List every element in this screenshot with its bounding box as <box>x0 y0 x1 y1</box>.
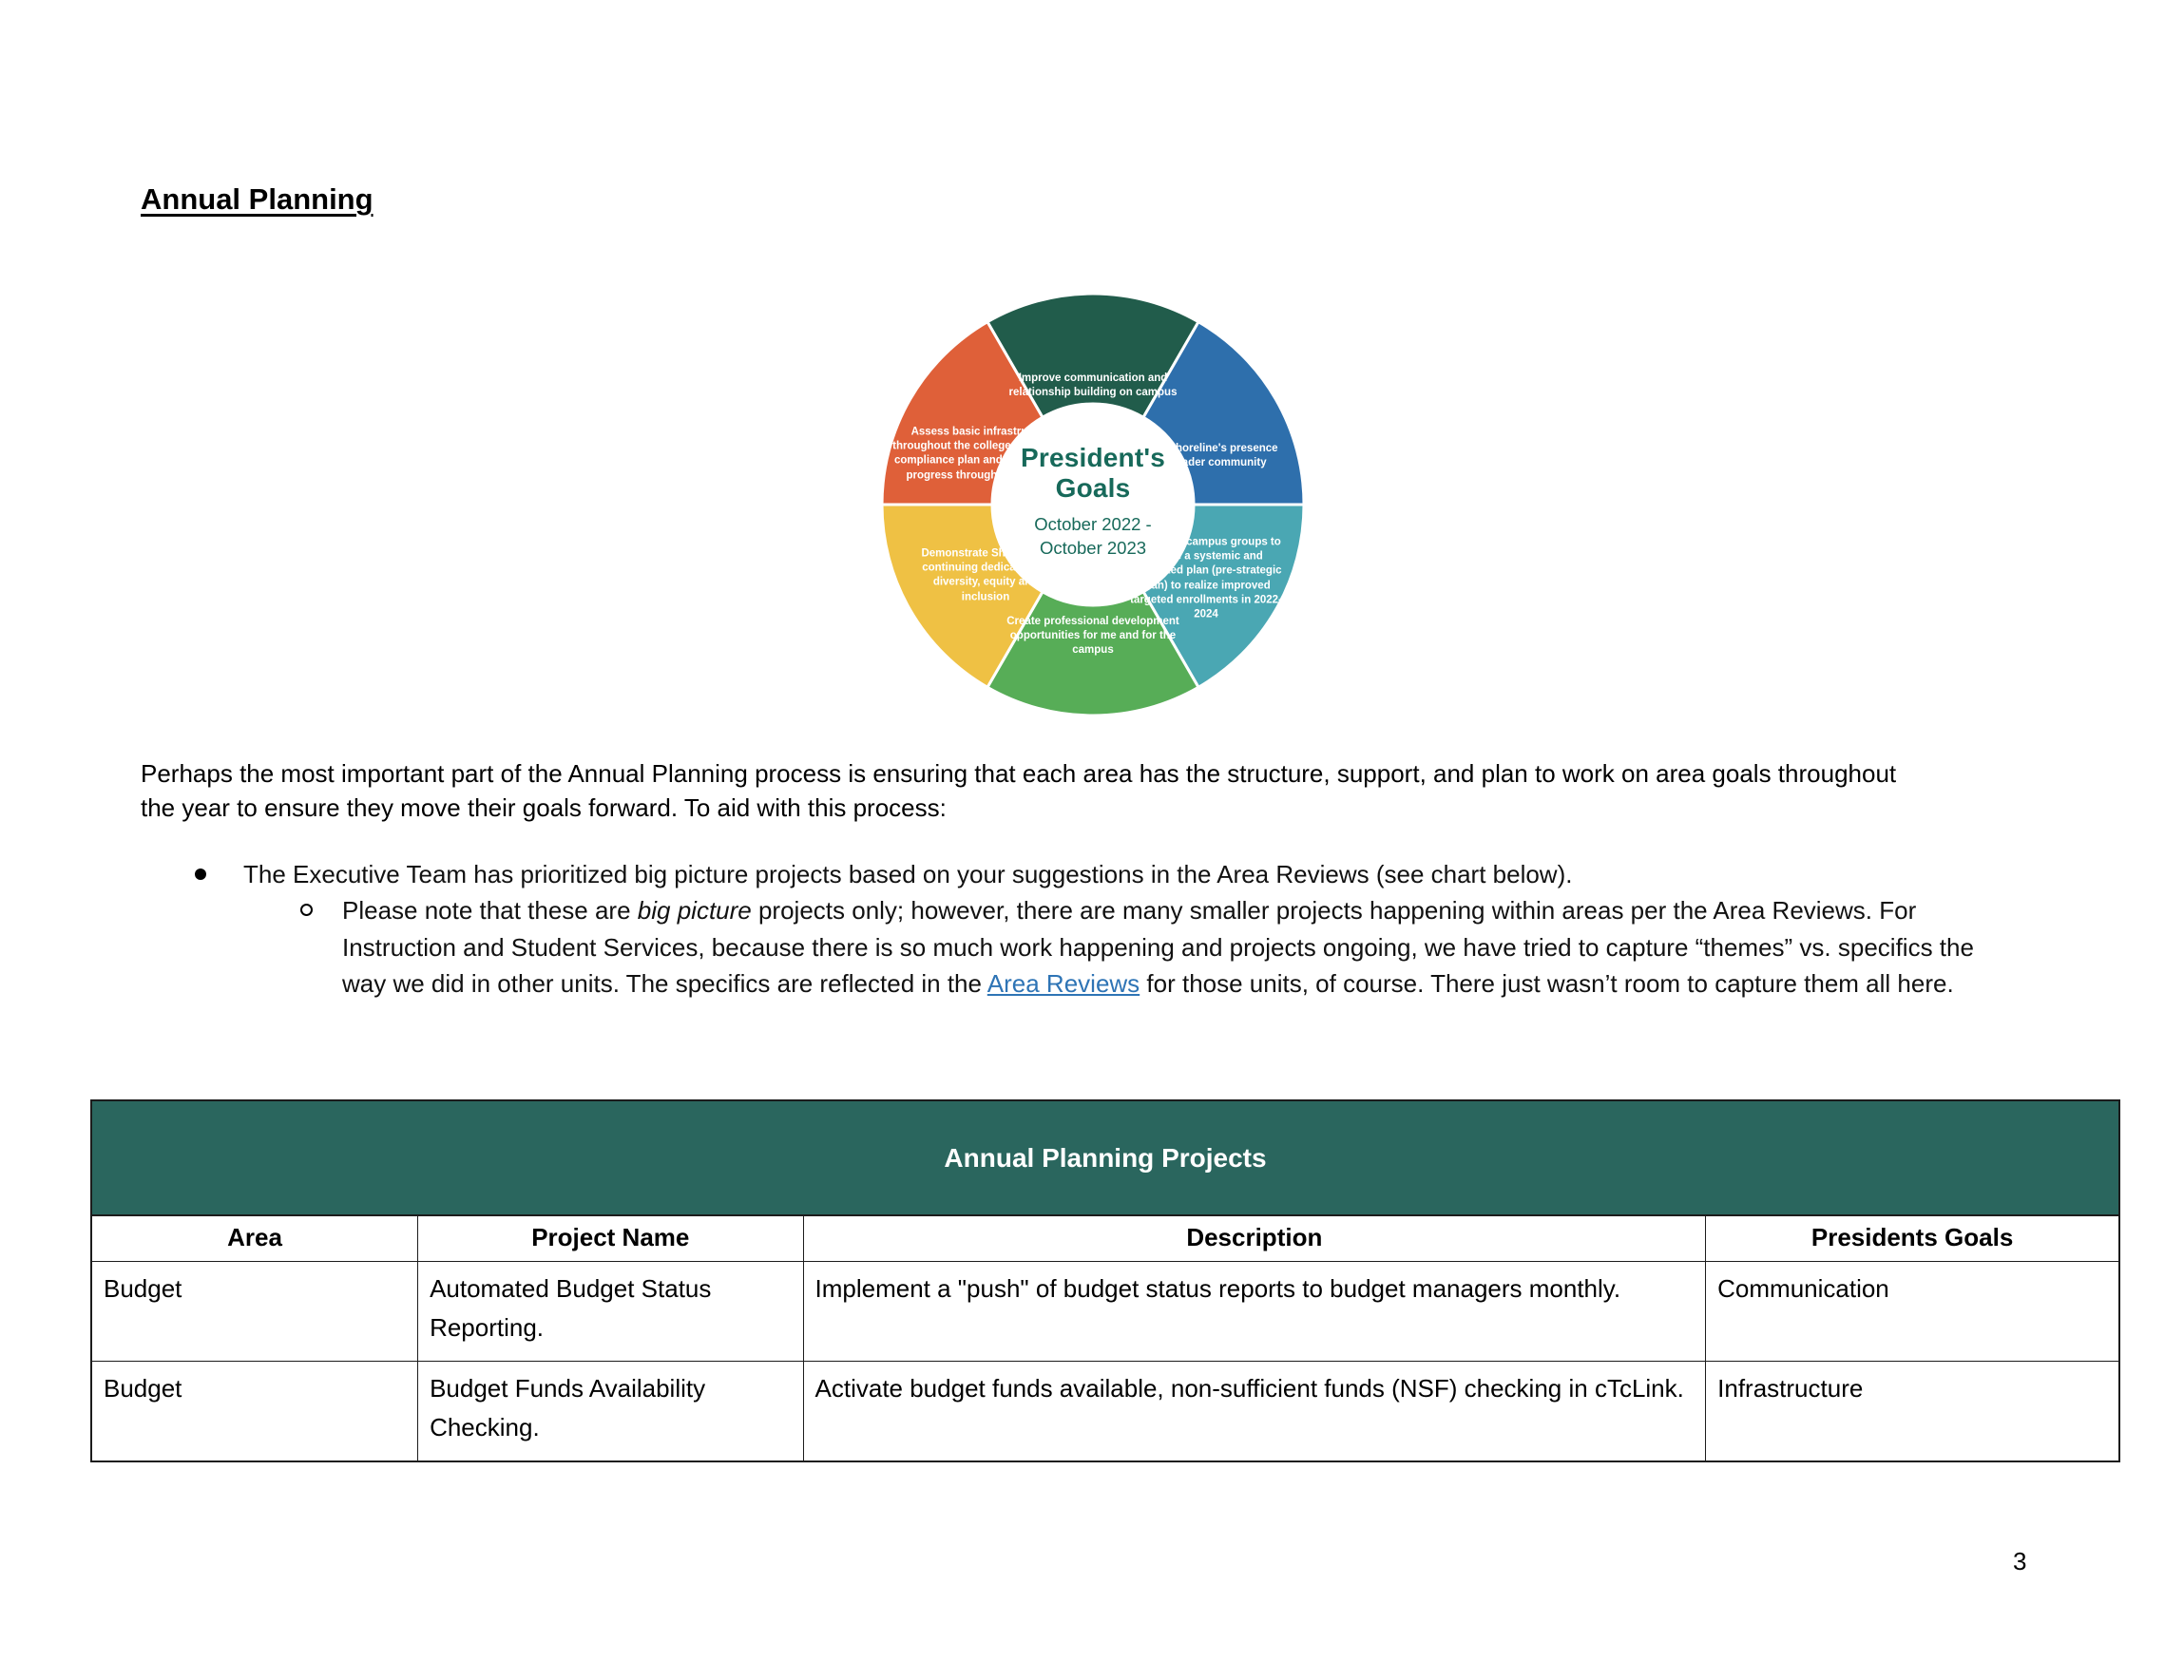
sub-bullet-text-mid: projects only; however, there are many smaller projects happening within areas per the Area Reviews. For Instruction and Student Services, because there is so much work happening and projects ongoing, we have tried to capture “themes” vs. specifics the way we did in other units. The specifics are reflected in the <box>342 896 1974 998</box>
cell-presidents-goals: Communication <box>1706 1262 2119 1362</box>
donut-center-dates: October 2022 - October 2023 <box>1034 514 1152 559</box>
annual-planning-projects-table <box>90 1099 2120 1462</box>
page-number: 3 <box>2013 1547 2027 1575</box>
cell-description: Activate budget funds available, non-sufficient funds (NSF) checking in cTcLink. <box>803 1362 1706 1462</box>
sub-bullet-text-pre: Please note that these are <box>342 896 638 925</box>
intro-paragraph: Perhaps the most important part of the Annual Planning process is ensuring that each area has the structure, support, and plan to work on area goals throughout the year to ensure they move their goals forward. To aid with this process: <box>141 759 1897 822</box>
segment-label-assess-infrastructure: Assess basic infrastructure throughout the college and bring a compliance plan and demonstrate progress throughout the year <box>892 426 1073 482</box>
donut-center-title: President's Goals <box>1020 442 1166 504</box>
donut-center <box>993 443 1193 561</box>
column-header-project-name: Project Name <box>418 1215 803 1262</box>
segment-label-create-professional-development: Create professional development opportunities for me and for the campus <box>1006 616 1179 657</box>
cell-project-name: Budget Funds Availability Checking. <box>418 1362 803 1462</box>
table-title-band: Annual Planning Projects <box>90 1099 2120 1216</box>
bullet-marker <box>195 869 206 880</box>
column-header-area: Area <box>91 1215 418 1262</box>
column-header-presidents-goals: Presidents Goals <box>1706 1215 2119 1262</box>
cell-description: Implement a "push" of budget status reports to budget managers monthly. <box>803 1262 1706 1362</box>
sub-bullet-marker <box>300 904 313 916</box>
table-row <box>91 1262 2119 1362</box>
segment-label-improve-communication: Improve communication and relationship building on campus <box>1008 372 1178 398</box>
cell-presidents-goals: Infrastructure <box>1706 1362 2119 1462</box>
page-title: Annual Planning <box>141 182 374 216</box>
segment-label-increase-presence: Increase Shoreline's presence in the broader community <box>1121 442 1278 468</box>
projects-table <box>90 1214 2120 1462</box>
cell-project-name: Automated Budget Status Reporting. <box>418 1262 803 1362</box>
segment-label-work-with-campus-groups: Work with campus groups to create a systemic and integrated plan (pre-strategic plan) to realize improved targeted enrollments in 2022-2024 <box>1130 536 1282 620</box>
column-header-description: Description <box>803 1215 1706 1262</box>
area-reviews-link[interactable]: Area Reviews <box>987 969 1140 998</box>
segment-label-demonstrate-dei: Demonstrate Shoreline's continuing dedication to diversity, equity and inclusion <box>921 547 1050 603</box>
sub-bullet-text-post: for those units, of course. There just wasn’t room to capture them all here. <box>1140 969 1954 998</box>
table-header-row <box>91 1215 2119 1262</box>
cell-area: Budget <box>91 1262 418 1362</box>
sub-bullet-text-italic: big picture <box>637 896 752 925</box>
document-page: Annual Planning Improve communication and relationship building on campus Increase Shoreline's presence in the broader community Work with campus groups to create a systemic and integrated plan (pre-strategic plan) to realize improved targeted enrollments in 2022-2024 Create professional development opportunities for me and for the campus Demonstrate Shoreline's continuing dedication to diversity, equity and inclusion Assess basic infrastructure throughout the college and bring a compliance plan and demonstrate progress throughout the year President's Goals October 2022 - October 2023 Perhaps the most important part of the Annual Planning process is ensuring that each area has the structure, support, and plan to work on area goals throughout the year to ensure they move their goals forward. To aid with this process: The Executive Team has prioritized big picture projects based on your suggestions in the Area Reviews (see chart below). Please note that these are big picture projects only; however, there are many smaller projects happening within areas per the Area Reviews. For Instruction and Student Services, because there is so much work happening and projects ongoing, we have tried to capture “themes” vs. specifics the way we did in other units. The specifics are reflected in the Area Reviews for those units, of course. There just wasn’t room to capture them all here. Annual Planning Projects Area Project Name Description Presidents Goals Budget Automated Budget Status Reporting. Implement a "push" of budget status reports to budget managers monthly. Communication Budget Budget Funds Availability Checking. Activate budget funds available, non-sufficient funds (NSF) checking in cTcLink. Infrastructure 3 <box>0 0 2184 1680</box>
table-row <box>91 1362 2119 1462</box>
presidents-goals-diagram <box>879 291 1307 718</box>
cell-area: Budget <box>91 1362 418 1462</box>
